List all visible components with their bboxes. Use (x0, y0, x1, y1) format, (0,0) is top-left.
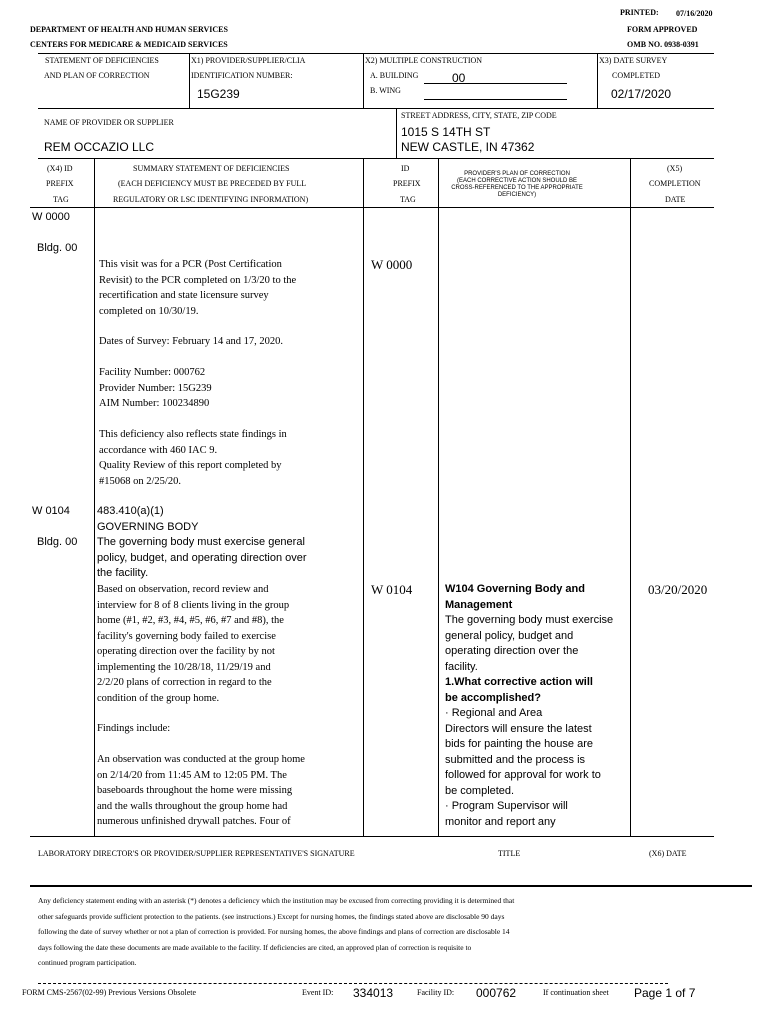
regulation-text: 483.410(a)(1) GOVERNING BODY The governing body must exercise general policy, budget, and operating direction over the facility. (97, 505, 307, 579)
facility-id-value: 000762 (476, 986, 517, 1000)
divider (597, 53, 598, 108)
page-number: Page 1 of 7 (634, 986, 696, 1000)
plan-title: W104 Governing Body and Management (445, 583, 585, 611)
building-tag-1: Bldg. 00 (37, 242, 78, 254)
address-line-2: NEW CASTLE, IN 47362 (401, 140, 535, 154)
department-title: DEPARTMENT OF HEALTH AND HUMAN SERVICES (30, 25, 228, 34)
x5-label-3: DATE (665, 195, 686, 204)
findings-include: Findings include: (97, 723, 171, 734)
observation-paragraph: An observation was conducted at the group home on 2/14/20 from 11:45 AM to 12:05 PM. The baseboards throughout the home were missing and the walls throughout the group home had numerous unfinished drywall patches. Four of (97, 754, 305, 827)
facility-id-label: Facility ID: (417, 988, 455, 997)
plan-text: The governing body must exercise general policy, budget and operating direction over the facility. (445, 614, 614, 673)
wing-label: B. WING (370, 86, 401, 95)
provider-name-label: NAME OF PROVIDER OR SUPPLIER (44, 118, 174, 127)
divider (363, 53, 364, 108)
summary-label-3: REGULATORY OR LSC IDENTIFYING INFORMATION) (113, 195, 309, 204)
statement-label-1: STATEMENT OF DEFICIENCIES (45, 56, 159, 65)
column-divider (94, 158, 95, 836)
id-label-1: ID (401, 164, 410, 173)
survey-date-value: 02/17/2020 (611, 87, 672, 101)
right-tag-w0104: W 0104 (371, 582, 413, 597)
signature-rule (30, 885, 752, 887)
printed-date: 07/16/2020 (676, 9, 713, 18)
state-findings-paragraph: This deficiency also reflects state findings in accordance with 460 IAC 9. Quality Review of this report completed by #15068 on 2/25/20. (99, 429, 287, 487)
title-label: TITLE (498, 849, 521, 858)
divider (189, 53, 190, 108)
id-label-2: PREFIX (393, 179, 421, 188)
x3-label-1: X3) DATE SURVEY (599, 56, 668, 65)
top-rule (38, 53, 714, 54)
statement-label-2: AND PLAN OF CORRECTION (44, 71, 150, 80)
x3-label-2: COMPLETED (612, 71, 660, 80)
building-tag-2: Bldg. 00 (37, 536, 78, 548)
rule (38, 158, 714, 159)
column-divider (363, 158, 364, 836)
x5-label-2: COMPLETION (649, 179, 701, 188)
rule (30, 207, 714, 208)
x4-label-3: TAG (53, 195, 69, 204)
plan-bullet-2: · Program Supervisor will monitor and report any (445, 800, 568, 828)
address-line-1: 1015 S 14TH ST (401, 125, 491, 139)
x5-label-1: (X5) (667, 164, 683, 173)
event-id-value: 334013 (353, 986, 394, 1000)
wing-underline (424, 99, 567, 100)
rule (38, 108, 714, 109)
form-approved: FORM APPROVED (627, 25, 698, 34)
summary-label-1: SUMMARY STATEMENT OF DEFICIENCIES (133, 164, 290, 173)
finding-paragraph: Based on observation, record review and interview for 8 of 8 clients living in the group home (#1, #2, #3, #4, #5, #6, #7 and #8), the facility's governing body failed to exercise operating direction over the facility by not implementing the 10/28/18, 11/29/19 and 2/2/20 plans of correction in regard to the condition of the group home. (97, 584, 290, 704)
rule (30, 836, 714, 837)
divider (396, 108, 397, 158)
provider-name: REM OCCAZIO LLC (44, 140, 155, 154)
footer-rule (38, 983, 668, 984)
building-underline (424, 83, 567, 84)
x6-date-label: (X6) DATE (649, 849, 687, 858)
x4-label-1: (X4) ID (47, 164, 73, 173)
x1-label-1: X1) PROVIDER/SUPPLIER/CLIA (191, 56, 306, 65)
address-label: STREET ADDRESS, CITY, STATE, ZIP CODE (401, 111, 557, 120)
summary-label-2: (EACH DEFICIENCY MUST BE PRECEDED BY FULL (118, 179, 307, 188)
provider-id-value: 15G239 (197, 87, 240, 101)
tag-w0000: W 0000 (32, 211, 70, 223)
building-label: A. BUILDING (370, 71, 419, 80)
printed-label: PRINTED: (620, 8, 659, 17)
column-divider (438, 158, 439, 836)
completion-date: 03/20/2020 (648, 582, 708, 597)
disclosure-note: Any deficiency statement ending with an asterisk (*) denotes a deficiency which the institution may be excused from correcting providing it is determined that other safeguards provide sufficient protection to the patients. (see instructions.) Except for nursing homes, the findings stated above are disclosable 90 days following the date of survey whether or not a plan of correction is provided. For nursing homes, the above findings and plans of correction are disclosable 14 days following the date these documents are made available to the facility. If deficiencies are cited, an approved plan of correction is requisite to continued program participation. (38, 896, 515, 967)
plan-bullet-1: · Regional and Area Directors will ensure the latest bids for painting the house are submitted and the process is followed for approval for work to be completed. (445, 707, 601, 797)
signature-label: LABORATORY DIRECTOR'S OR PROVIDER/SUPPLIER REPRESENTATIVE'S SIGNATURE (38, 849, 355, 858)
continuation-label: If continuation sheet (543, 988, 609, 997)
event-id-label: Event ID: (302, 988, 334, 997)
omb-number: OMB NO. 0938-0391 (627, 40, 699, 49)
column-divider (630, 158, 631, 836)
x1-label-2: IDENTIFICATION NUMBER: (191, 71, 293, 80)
form-number: FORM CMS-2567(02-99) Previous Versions Obsolete (22, 988, 197, 997)
plan-question: 1.What corrective action will be accomplished? (445, 676, 593, 704)
right-tag-w0000: W 0000 (371, 257, 413, 272)
survey-dates: Dates of Survey: February 14 and 17, 2020. (99, 336, 284, 347)
tag-w0104: W 0104 (32, 505, 70, 517)
x2-label: X2) MULTIPLE CONSTRUCTION (365, 56, 483, 65)
intro-paragraph: This visit was for a PCR (Post Certification Revisit) to the PCR completed on 1/3/20 to the recertification and state licensure survey completed on 10/30/19. (99, 259, 297, 317)
x4-label-2: PREFIX (46, 179, 74, 188)
facility-numbers: Facility Number: 000762 Provider Number: 15G239 AIM Number: 100234890 (99, 367, 212, 409)
plan-label: PROVIDER'S PLAN OF CORRECTION (EACH CORRECTIVE ACTION SHOULD BE CROSS-REFERENCED TO THE APPROPRIATE DEFICIENCY) (451, 171, 583, 198)
building-value: 00 (452, 71, 466, 85)
centers-title: CENTERS FOR MEDICARE & MEDICAID SERVICES (30, 40, 228, 49)
id-label-3: TAG (400, 195, 416, 204)
